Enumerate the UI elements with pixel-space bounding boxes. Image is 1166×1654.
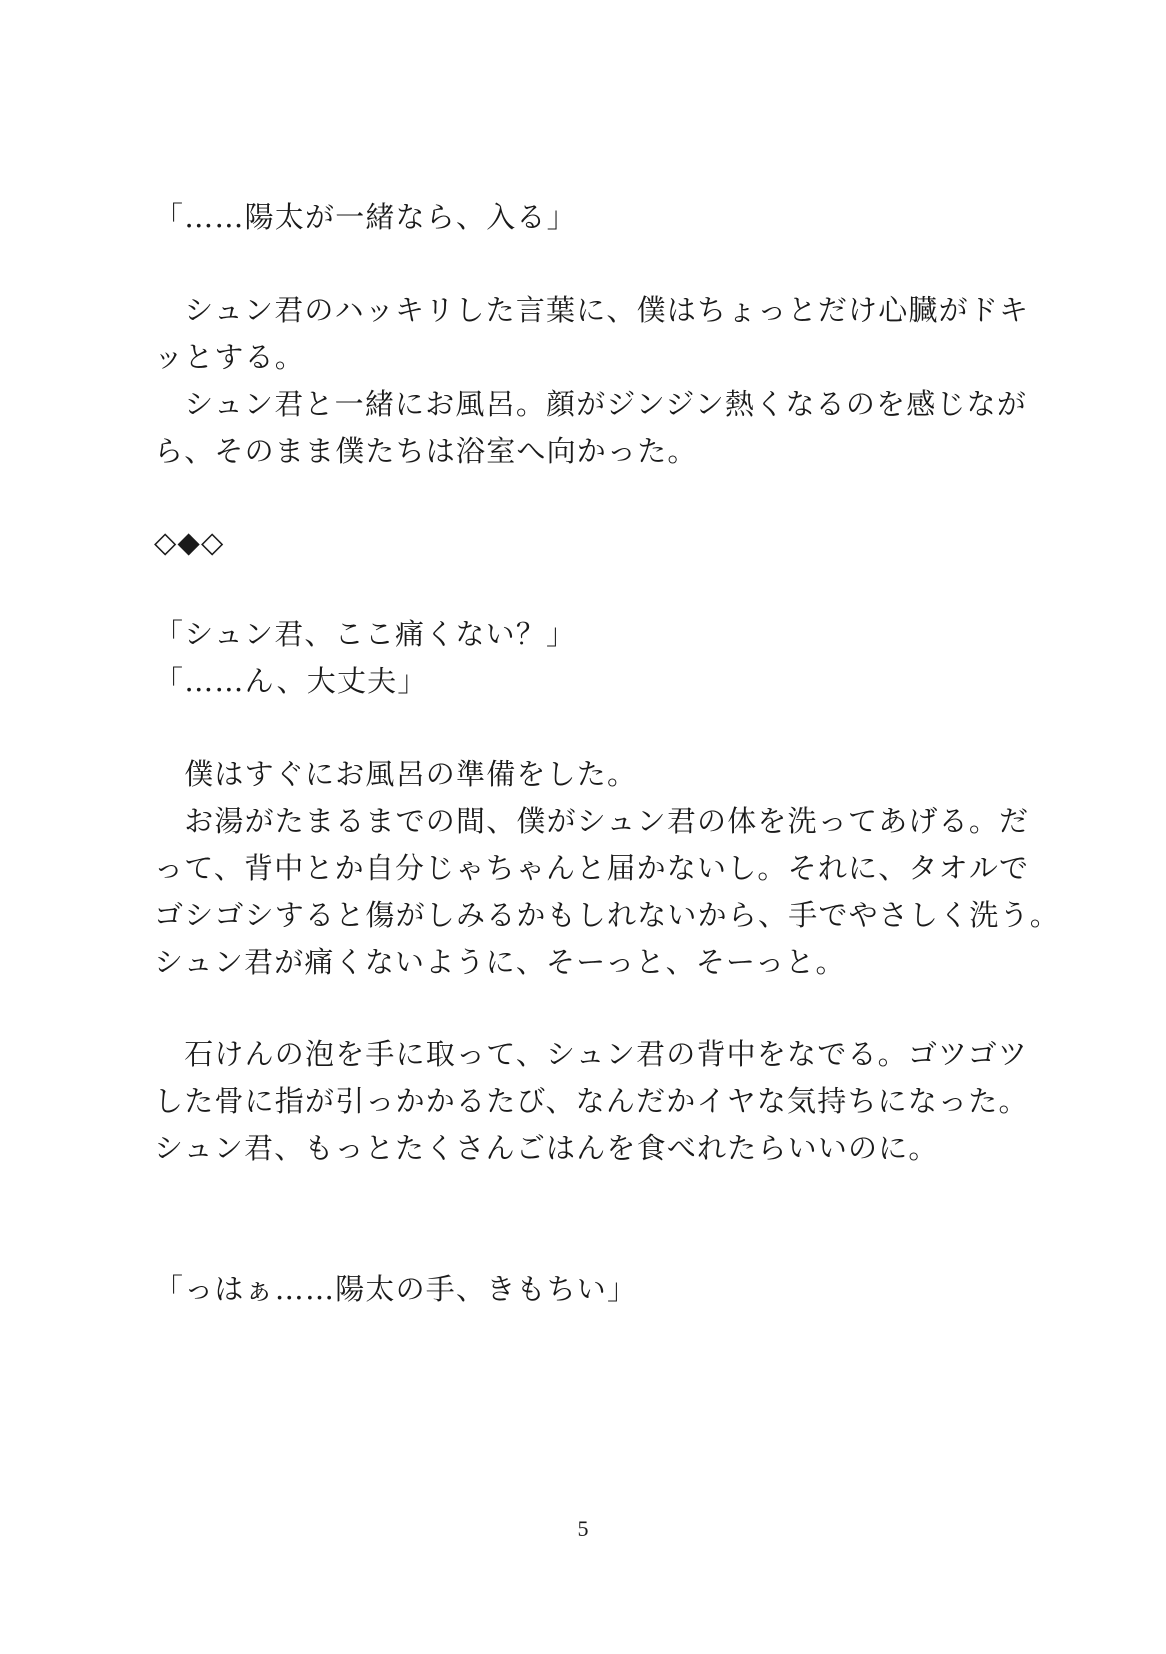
dialogue-line: 「っはぁ……陽太の手、きもちい」 — [154, 1272, 638, 1306]
text-line: シュン君が痛くないように、そーっと、そーっと。 — [154, 945, 846, 979]
dialogue-line: 「……ん、大丈夫」 — [154, 664, 428, 698]
dialogue-line: 「シュン君、ここ痛くない？」 — [154, 617, 577, 651]
dialogue-line: 「……陽太が一緒なら、入る」 — [154, 200, 577, 234]
text-line: ッとする。 — [154, 340, 306, 374]
text-line: 僕はすぐにお風呂の準備をした。 — [154, 757, 638, 791]
text-line: した骨に指が引っかかるたび、なんだかイヤな気持ちになった。 — [154, 1084, 1029, 1118]
text-line: ゴシゴシすると傷がしみるかもしれないから、手でやさしく洗う。 — [154, 898, 1061, 932]
text-line: シュン君、もっとたくさんごはんを食べれたらいいのに。 — [154, 1131, 939, 1165]
text-line: 石けんの泡を手に取って、シュン君の背中をなでる。ゴツゴツ — [154, 1037, 1029, 1071]
text-line: シュン君と一緒にお風呂。顔がジンジン熱くなるのを感じなが — [154, 387, 1028, 421]
text-line: ら、そのまま僕たちは浴室へ向かった。 — [154, 434, 698, 468]
text-line: って、背中とか自分じゃちゃんと届かないし。それに、タオルで — [154, 851, 1030, 885]
text-line: シュン君のハッキリした言葉に、僕はちょっとだけ心臓がドキ — [154, 293, 1030, 327]
page-number: 5 — [577, 1516, 589, 1541]
scene-break: ◇◆◇ — [154, 525, 225, 559]
text-line: お湯がたまるまでの間、僕がシュン君の体を洗ってあげる。だ — [154, 804, 1030, 838]
